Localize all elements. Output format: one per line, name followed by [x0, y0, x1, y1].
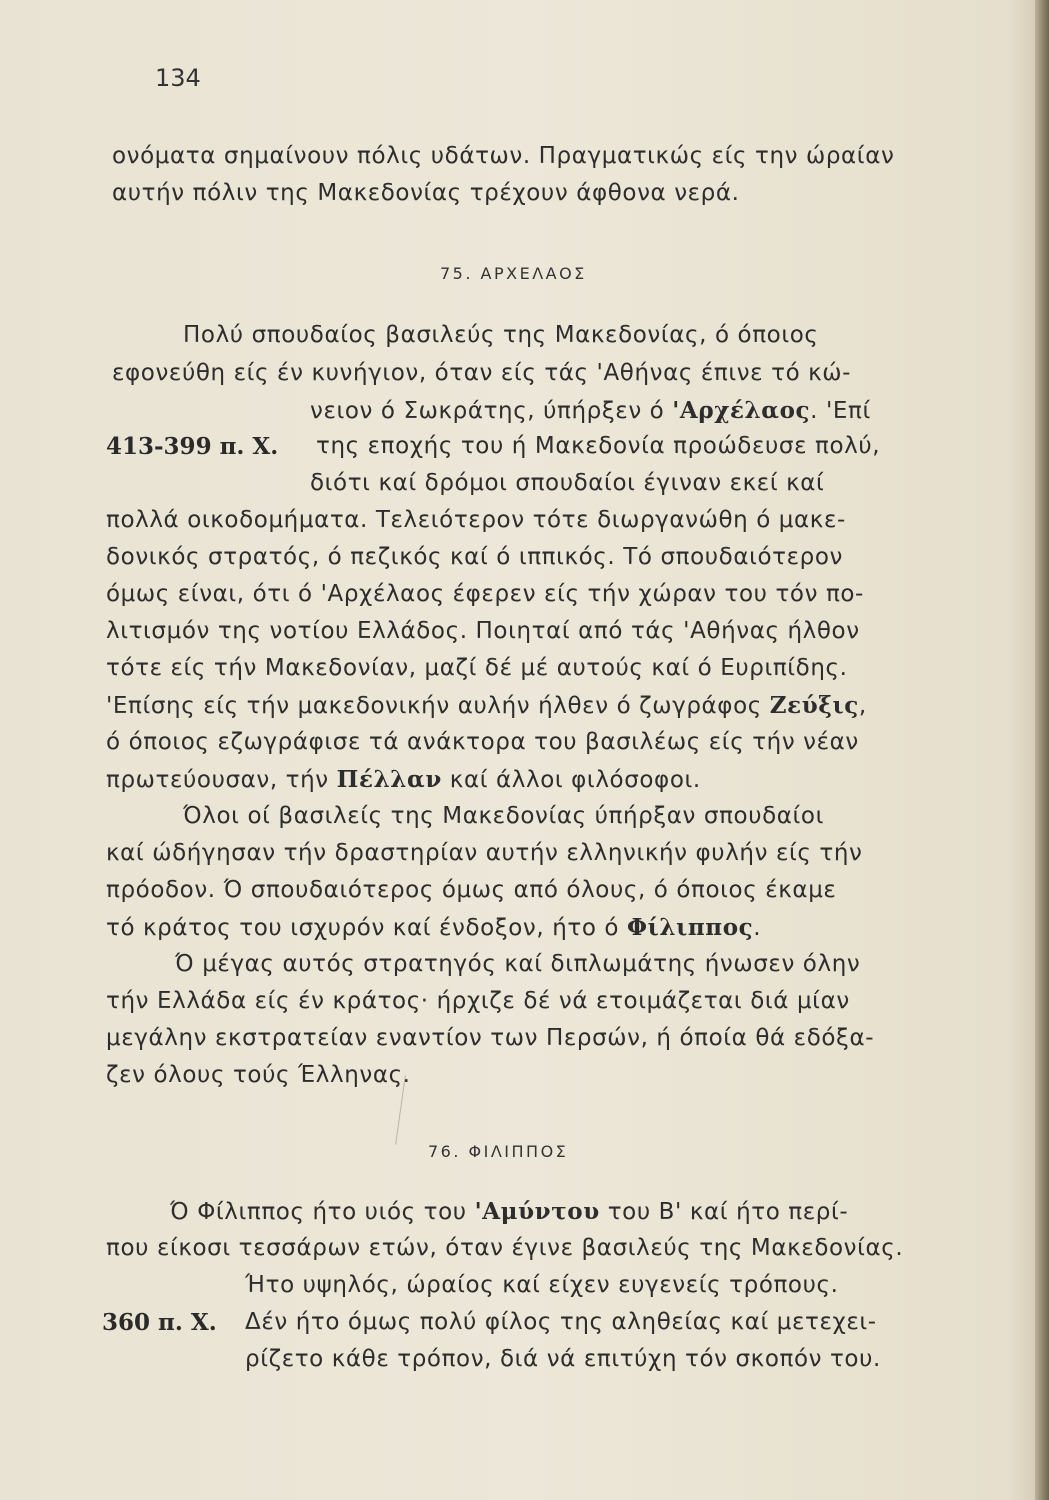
s76-line-3: Ήτο υψηλός, ώραίος καί είχεν ευγενείς τρόπους. [245, 1272, 839, 1298]
s75-line-13-text: πρωτεύουσαν, τήν [106, 767, 337, 793]
s75-line-16: πρόοδον. Ό σπουδαιότερος όμως από όλους, ό όποιος έκαμε [106, 877, 837, 903]
s75-line-12: ό όποιος εζωγράφισε τά ανάκτορα του βασιλέως είς τήν νέαν [106, 729, 859, 755]
name-amyntas: 'Αμύντου [474, 1198, 600, 1225]
name-pella: Πέλλαν [336, 766, 442, 793]
s75-line-13 [106, 766, 701, 793]
s75-line-17-end: . [753, 915, 762, 941]
s76-line-1-text: Ό Φίλιππος ήτο υιός του [170, 1199, 475, 1225]
s76-line-4: Δέν ήτο όμως πολύ φίλος της αληθείας καί μετεχει- [245, 1309, 877, 1335]
s75-line-9: λιτισμόν της νοτίου Ελλάδος. Ποιηταί από τάς 'Αθήνας ήλθον [106, 618, 860, 644]
s75-line-14: Όλοι οί βασιλείς της Μακεδονίας ύπήρξαν σπουδαίοι [183, 803, 824, 829]
s75-line-4: της εποχής του ή Μακεδονία προώδευσε πολύ, [316, 433, 881, 459]
page-edge [1035, 0, 1049, 1500]
s75-line-18: Ό μέγας αυτός στρατηγός καί διπλωμάτης ήνωσεν όλην [175, 951, 861, 977]
margin-date-413-399: 413-399 π. Χ. [106, 433, 279, 460]
s75-line-17 [106, 914, 761, 941]
s76-line-1 [170, 1198, 848, 1225]
s75-line-5: διότι καί δρόμοι σπουδαίοι έγιναν εκεί καί [310, 470, 825, 496]
margin-date-360: 360 π. Χ. [102, 1309, 217, 1336]
intro-line-1: ονόματα σημαίνουν πόλις υδάτων. Πραγματικώς είς την ώραίαν [112, 143, 895, 169]
s75-line-7: δονικός στρατός, ό πεζικός καί ό ιππικός. Τό σπουδαιότερον [106, 544, 843, 570]
s75-line-11 [106, 692, 867, 719]
name-zeuxis: Ζεύξις [769, 692, 859, 719]
s76-line-2: που είκοσι τεσσάρων ετών, όταν έγινε βασιλεύς της Μακεδονίας. [106, 1235, 904, 1261]
s75-line-20: μεγάλην εκστρατείαν εναντίον των Περσών, ή όποία θά εδόξα- [106, 1025, 875, 1051]
s75-line-6: πολλά οικοδομήματα. Τελειότερον τότε διωργανώθη ό μακε- [106, 507, 846, 533]
s75-line-17-text: τό κράτος του ισχυρόν καί ένδοξον, ήτο ό [106, 915, 627, 941]
s75-line-10: τότε είς τήν Μακεδονίαν, μαζί δέ μέ αυτούς καί ό Ευριπίδης. [106, 655, 848, 681]
section-heading-76: 76. ΦΙΛΙΠΠΟΣ [428, 1142, 569, 1161]
s76-line-1-end: του Β' καί ήτο περί- [599, 1199, 849, 1225]
s75-line-3-end: . 'Επί [810, 398, 871, 424]
s75-line-1: Πολύ σπουδαίος βασιλεύς της Μακεδονίας, ό όποιος [183, 322, 819, 348]
s75-line-8: όμως είναι, ότι ό 'Αρχέλαος έφερεν είς τήν χώραν του τόν πο- [106, 581, 864, 607]
s75-line-11-text: 'Επίσης είς τήν μακεδονικήν αυλήν ήλθεν ό ζωγράφος [106, 693, 770, 719]
s75-line-13-end: καί άλλοι φιλόσοφοι. [441, 767, 701, 793]
s75-line-15: καί ώδήγησαν τήν δραστηρίαν αυτήν ελληνικήν φυλήν είς τήν [106, 840, 863, 866]
s76-line-5: ρίζετο κάθε τρόπον, διά νά επιτύχη τόν σκοπόν του. [245, 1346, 881, 1372]
s75-line-11-end: , [858, 693, 867, 719]
section-heading-75: 75. ΑΡΧΕΛΑΟΣ [440, 264, 587, 283]
s75-line-21: ζεν όλους τούς Έλληνας. [106, 1062, 411, 1088]
name-philippos: Φίλιππος [627, 914, 754, 941]
s75-line-3-text: νειον ό Σωκράτης, ύπήρξεν ό [310, 398, 673, 424]
name-archelaos: 'Αρχέλαος [672, 397, 811, 424]
page-number: 134 [155, 64, 201, 92]
s75-line-3 [310, 397, 871, 424]
intro-line-2: αυτήν πόλιν της Μακεδονίας τρέχουν άφθονα νερά. [112, 180, 740, 206]
s75-line-19: τήν Ελλάδα είς έν κράτος· ήρχιζε δέ νά ετοιμάζεται διά μίαν [106, 988, 850, 1014]
s75-line-2: εφονεύθη είς έν κυνήγιον, όταν είς τάς 'Αθήνας έπινε τό κώ- [112, 360, 852, 386]
